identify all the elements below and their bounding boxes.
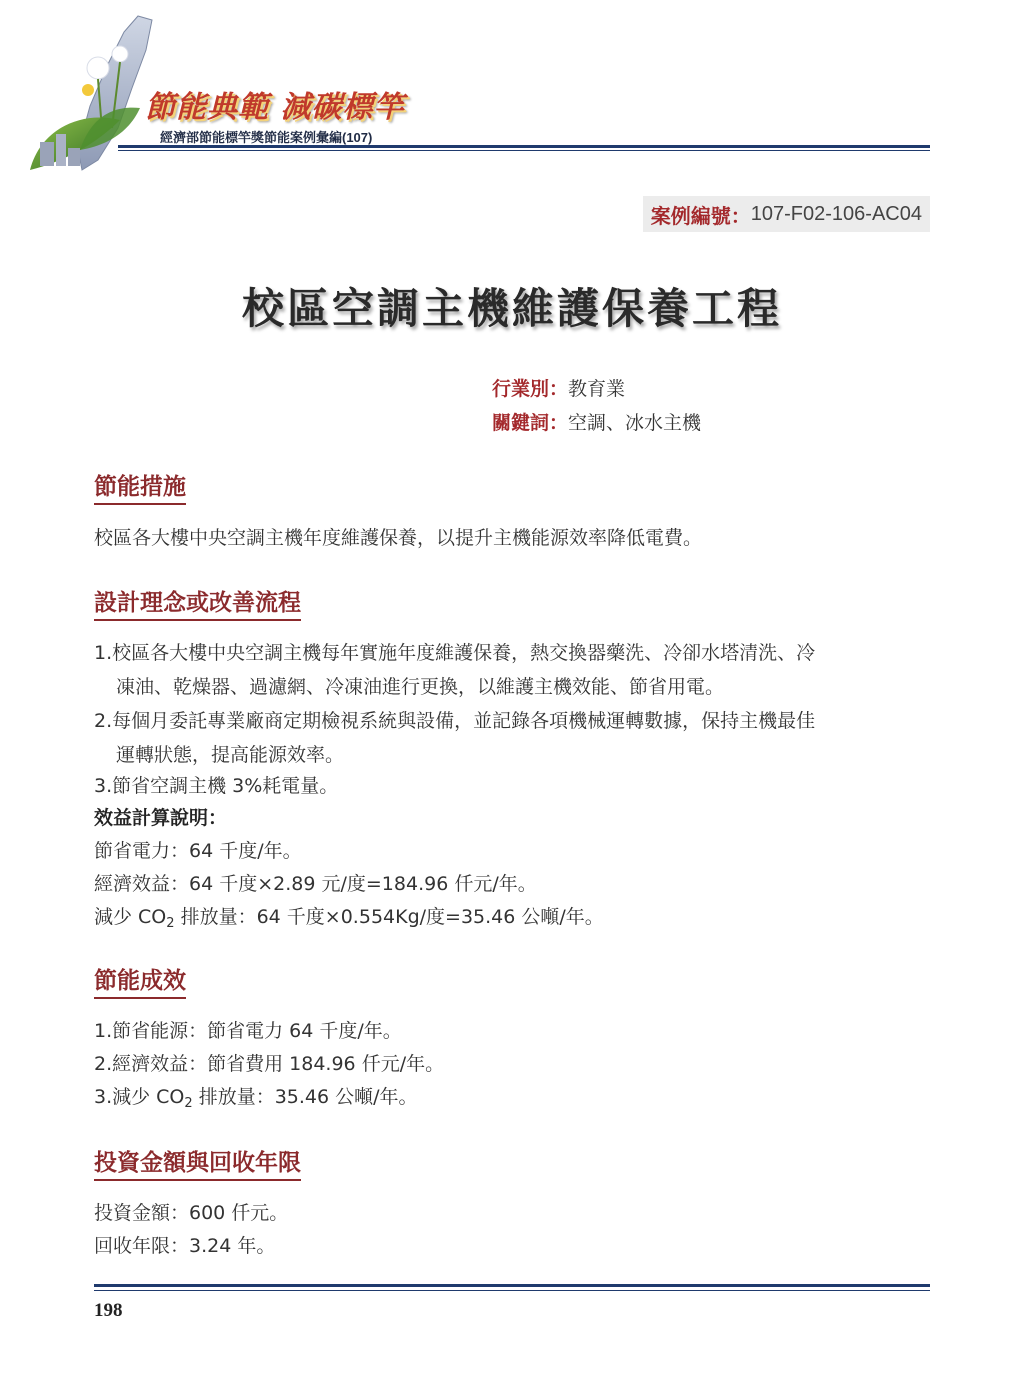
keywords-label: 關鍵詞： (492, 412, 569, 434)
section-heading-measures: 節能措施 (94, 468, 186, 505)
design-item-1-line-1: 1.校區各大樓中央空調主機每年實施年度維護保養，熱交換器藥洗、冷卻水塔清洗、冷 (94, 642, 816, 664)
header-divider (118, 145, 930, 148)
industry-row (492, 374, 625, 401)
design-item-3: 3.節省空調主機 3%耗電量。 (94, 775, 339, 797)
case-number-label: 案例編號： (650, 203, 751, 228)
case-number-value: 107-F02-106-AC04 (750, 202, 922, 225)
design-item-1-line-2: 凍油、乾燥器、過濾網、冷凍油進行更換，以維護主機效能、節省用電。 (116, 676, 725, 698)
calc-co2-prefix: 減少 CO (94, 906, 167, 928)
footer-divider-thin (94, 1290, 930, 1291)
results-item-2: 2.經濟效益：節省費用 184.96 仟元/年。 (94, 1053, 445, 1075)
investment-amount: 投資金額：600 仟元。 (94, 1202, 289, 1224)
page-title: 校區空調主機維護保養工程 (241, 284, 782, 333)
results-item-3-subscript: 2 (184, 1096, 193, 1111)
section-heading-investment: 投資金額與回收年限 (94, 1144, 301, 1181)
header-divider-thin (118, 150, 930, 151)
section-heading-results: 節能成效 (94, 962, 186, 999)
measures-text: 校區各大樓中央空調主機年度維護保養，以提升主機能源效率降低電費。 (94, 527, 703, 549)
calc-co2-subscript: 2 (166, 916, 175, 931)
brand-title: 節能典範 減碳標竿 (145, 90, 405, 125)
footer-divider (94, 1284, 930, 1287)
design-item-2-line-1: 2.每個月委託專業廠商定期檢視系統與設備，並記錄各項機械運轉數據，保持主機最佳 (94, 710, 816, 732)
results-item-3-prefix: 3.減少 CO (94, 1086, 185, 1108)
keywords-value: 空調、冰水主機 (568, 412, 702, 434)
payback-period: 回收年限：3.24 年。 (94, 1235, 276, 1257)
industry-label: 行業別： (492, 378, 569, 400)
calc-co2-suffix: 排放量：64 千度×0.554Kg/度=35.46 公噸/年。 (174, 906, 604, 928)
case-number-badge (643, 196, 930, 232)
brand-subtitle: 經濟部節能標竿獎節能案例彙編(107) (160, 130, 373, 145)
industry-value: 教育業 (568, 378, 626, 400)
section-heading-design: 設計理念或改善流程 (94, 584, 301, 621)
results-item-3-suffix: 排放量：35.46 公噸/年。 (192, 1086, 418, 1108)
page-number: 198 (94, 1300, 123, 1321)
calc-label: 效益計算說明： (94, 807, 228, 829)
results-item-1: 1.節省能源：節省電力 64 千度/年。 (94, 1020, 402, 1042)
calc-economic: 經濟效益：64 千度×2.89 元/度=184.96 仟元/年。 (94, 873, 537, 895)
results-item-3 (94, 1082, 418, 1111)
design-item-2-line-2: 運轉狀態，提高能源效率。 (116, 744, 345, 766)
keywords-row (492, 408, 701, 435)
calc-power: 節省電力：64 千度/年。 (94, 840, 302, 862)
calc-co2 (94, 902, 604, 931)
